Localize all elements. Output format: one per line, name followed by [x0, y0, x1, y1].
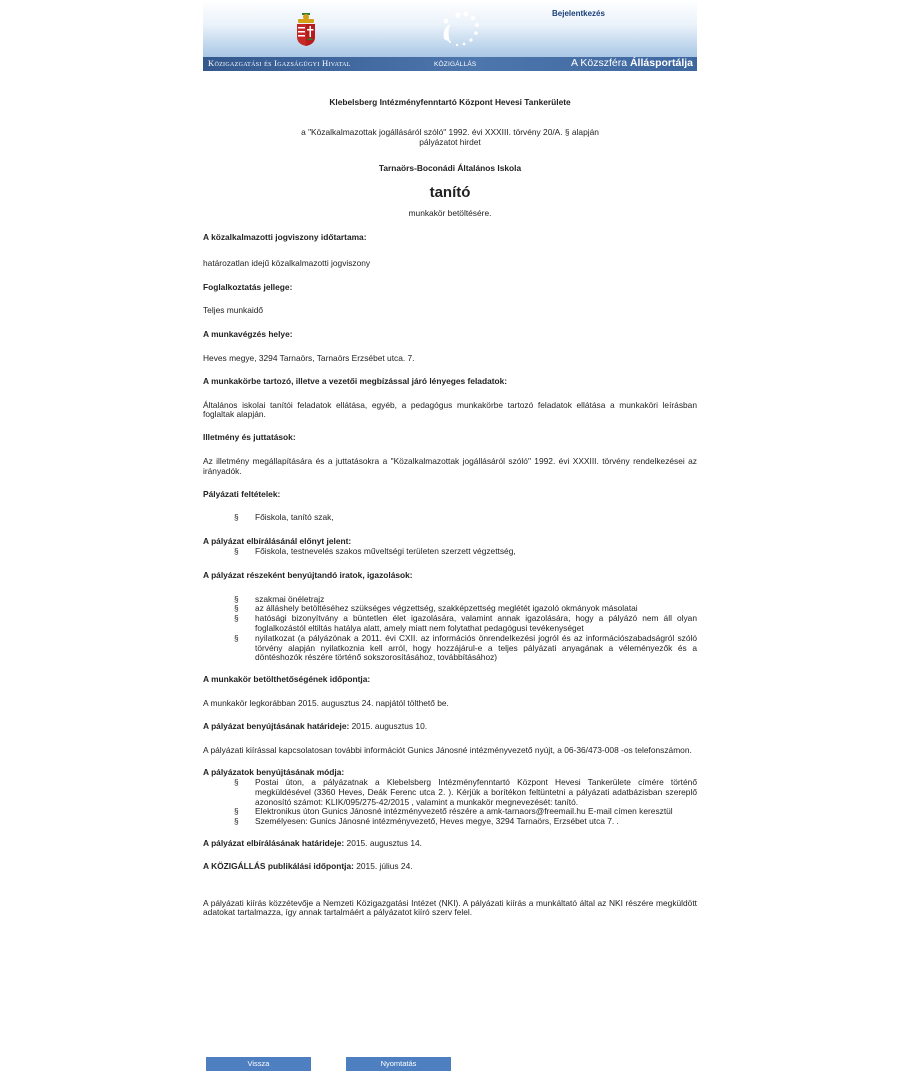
salary-heading: Illetmény és juttatások:	[203, 432, 296, 443]
print-button[interactable]: Nyomtatás	[346, 1057, 451, 1071]
documents-heading: A pályázat részeként benyújtandó iratok, igazolások:	[203, 569, 413, 580]
agency-name: Közigazgatási és Igazságügyi Hivatal	[208, 58, 351, 68]
employer-name: Klebelsberg Intézményfenntartó Központ Hevesi Tankerülete	[329, 97, 571, 107]
section-mark: §	[234, 806, 239, 817]
institution-name: Tarnaörs-Boconádi Általános Iskola	[378, 163, 522, 174]
document-item: az álláshely betöltéséhez szükséges végzettség, szakképzettség meglétét igazoló okmányok másolatai	[255, 603, 638, 614]
header-banner	[203, 0, 697, 71]
start-heading: A munkakör betölthetőségének időpontja:	[203, 674, 371, 685]
kozigallas-stars-logo-icon	[432, 9, 488, 55]
position-title: tanító	[429, 184, 471, 202]
hungarian-coat-of-arms-icon	[294, 13, 318, 47]
duration-heading: A közalkalmazotti jogviszony időtartama:	[203, 231, 367, 242]
publication-value: 2015. július 24.	[356, 860, 413, 871]
document-item: nyilatkozat (a pályázónak a 2011. évi CXII. az információs önrendelkezési jogról és az információszabadságról szóló törvény alapján nyilatkoznia kell arról, hogy hozzájárul-e a teljes pályázati anyagának a véleményezők és a döntéshozók részére történő sokszorosításához, továbbításához)	[255, 632, 697, 663]
submission-heading: A pályázatok benyújtásának módja:	[203, 767, 345, 778]
employment-heading: Foglalkoztatás jellege:	[203, 281, 293, 292]
list-item	[203, 634, 697, 663]
portal-title	[571, 57, 693, 69]
advantage-item: Főiskola, testnevelés szakos műveltségi területen szerzett végzettség,	[255, 545, 516, 556]
list-item	[203, 547, 697, 557]
disclaimer: A pályázati kiírás közzétevője a Nemzeti Közigazgatási Intézet (NKI). A pályázati kiírás a munkáltató által az NKI részére megküldött adatokat tartalmazza, így annak tartalmáért a pályázatot kiíró szerv felel.	[203, 897, 697, 918]
position-suffix: munkakör betöltésére.	[408, 208, 492, 219]
announces-text: pályázatot hirdet	[419, 136, 481, 147]
publication-heading: A KÖZIGÁLLÁS publikálási időpontja:	[203, 860, 354, 871]
list-item	[203, 513, 697, 523]
advantage-list	[203, 547, 697, 557]
document-item: szakmai önéletrajz	[255, 593, 325, 604]
salary-value: Az illetmény megállapítására és a juttatásokra a "Közalkalmazottak jogállásáról szóló" 1992. évi XXXIII. törvény rendelkezései az irányadók.	[203, 455, 697, 476]
section-mark: §	[234, 777, 239, 788]
list-item	[203, 778, 697, 807]
list-item	[203, 817, 697, 827]
duration-value: határozatlan idejű közalkalmazotti jogviszony	[203, 257, 371, 268]
submission-item: Személyesen: Gunics Jánosné intézményvezető, Heves megye, 3294 Tarnaörs, Erzsébet utca 7. .	[255, 816, 619, 827]
section-mark: §	[234, 603, 239, 614]
place-heading: A munkavégzés helye:	[203, 329, 293, 340]
section-mark: §	[234, 816, 239, 827]
decision-line	[203, 839, 697, 849]
start-value: A munkakör legkorábban 2015. augusztus 24. napjától tölthető be.	[203, 697, 449, 708]
advantage-heading: A pályázat elbírálásánál előnyt jelent:	[203, 536, 352, 547]
submission-list	[203, 778, 697, 827]
legal-basis: a "Közalkalmazottak jogállásáról szóló" 1992. évi XXXIII. törvény 20/A. § alapján	[301, 126, 599, 137]
submission-item: Postai úton, a pályázatnak a Klebelsberg Intézményfenntartó Központ Hevesi Tankerülete címére történő megküldésével (3360 Heves, Deák Ferenc utca 2. ). Kérjük a borítékon feltüntetni a pályázati adatbázisban szereplő azonosító számot: KLIK/095/275-42/2015 , valamint a munkakör megnevezését: tanító.	[255, 777, 697, 807]
decision-value: 2015. augusztus 14.	[346, 838, 422, 849]
deadline-heading: A pályázat benyújtásának határideje:	[203, 720, 350, 731]
page-wrapper	[203, 0, 697, 918]
place-value: Heves megye, 3294 Tarnaörs, Tarnaörs Erzsébet utca. 7.	[203, 352, 415, 363]
employment-value: Teljes munkaidő	[203, 305, 264, 316]
publication-line	[203, 862, 697, 872]
deadline-value: 2015. augusztus 10.	[351, 720, 428, 731]
conditions-heading: Pályázati feltételek:	[203, 488, 281, 499]
conditions-item: Főiskola, tanító szak,	[255, 512, 334, 523]
portal-title-prefix: A Közszféra	[571, 57, 630, 69]
document-item: hatósági bizonyítvány a büntetlen élet igazolására, valamint annak igazolására, hogy a pályázó nem áll olyan foglalkozástól eltiltás hatálya alatt, amely miatt nem folytathat pedagógusi tevékenységet	[255, 613, 697, 633]
section-mark: §	[234, 512, 239, 523]
documents-list	[203, 595, 697, 664]
tasks-heading: A munkakörbe tartozó, illetve a vezetői megbízással járó lényeges feladatok:	[203, 375, 508, 386]
tasks-value: Általános iskolai tanítói feladatok ellátása, egyéb, a pedagógus munkakörbe tartozó feladatok ellátása a munkaköri leírásban foglaltak alapján.	[203, 399, 697, 420]
kozigallas-label: KÖZIGÁLLÁS	[434, 61, 477, 68]
portal-title-bold: Állásportálja	[629, 57, 693, 69]
section-mark: §	[234, 545, 239, 556]
conditions-list	[203, 513, 697, 523]
decision-heading: A pályázat elbírálásának határideje:	[203, 838, 345, 849]
deadline-line	[203, 722, 697, 732]
login-link[interactable]: Bejelentkezés	[552, 9, 605, 18]
section-mark: §	[234, 613, 239, 624]
submission-item: Elektronikus úton Gunics Jánosné intézményvezető részére a amk-tarnaors@freemail.hu E-mail címen keresztül	[255, 806, 673, 817]
job-posting	[203, 98, 697, 918]
back-button[interactable]: Vissza	[206, 1057, 311, 1071]
section-mark: §	[234, 593, 239, 604]
section-mark: §	[234, 632, 239, 643]
info-text: A pályázati kiírással kapcsolatosan további információt Gunics Jánosné intézményvezető nyújt, a 06-36/473-008 -os telefonszámon.	[203, 744, 692, 755]
list-item	[203, 614, 697, 634]
